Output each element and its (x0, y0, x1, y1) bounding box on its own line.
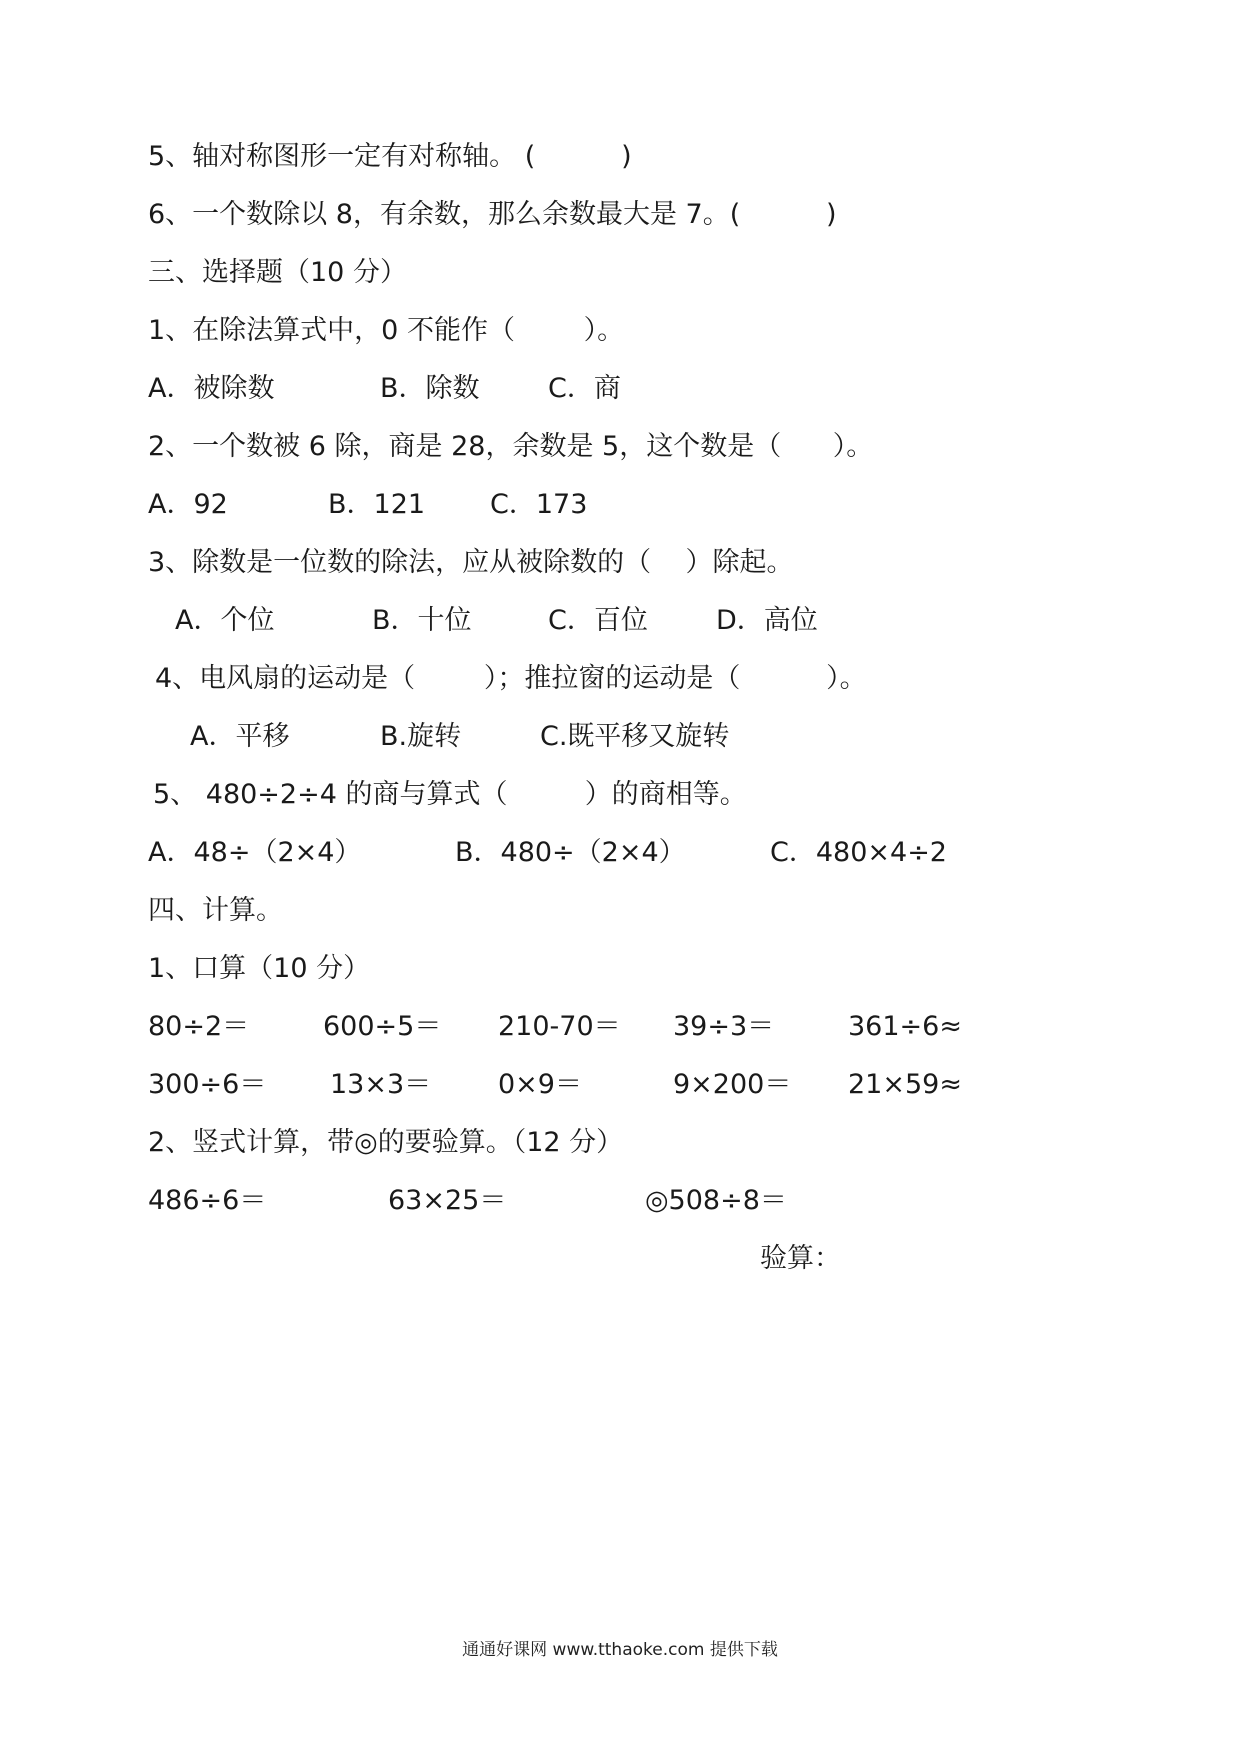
choice-question-5: 5、 480÷2÷4 的商与算式（ ）的商相等。 (153, 779, 747, 810)
choice-q3-option-a: A．个位 (175, 605, 275, 636)
choice-question-3: 3、除数是一位数的除法，应从被除数的（ ）除起。 (148, 547, 794, 578)
choice-q1-option-b: B．除数 (380, 373, 480, 404)
choice-q4-option-c: C.既平移又旋转 (540, 721, 730, 752)
judgement-question-5: 5、轴对称图形一定有对称轴。 ( ) (148, 141, 632, 172)
vertical-calc-item: ◎508÷8＝ (645, 1185, 787, 1216)
choice-question-4: 4、电风扇的运动是（ ）；推拉窗的运动是（ ）。 (155, 663, 867, 694)
choice-q3-option-b: B．十位 (372, 605, 472, 636)
choice-q4-option-a: A．平移 (190, 721, 290, 752)
choice-q2-option-a: A．92 (148, 489, 228, 520)
judgement-question-6: 6、一个数除以 8，有余数，那么余数最大是 7。( ) (148, 199, 837, 230)
oral-calc-item: 13×3＝ (330, 1069, 432, 1100)
choice-q5-option-a: A．48÷（2×4） (148, 837, 362, 868)
choice-q2-option-b: B．121 (328, 489, 426, 520)
oral-calc-item: 21×59≈ (848, 1069, 962, 1100)
choice-q3-option-d: D．高位 (716, 605, 818, 636)
choice-q5-option-c: C．480×4÷2 (770, 837, 947, 868)
oral-calc-item: 361÷6≈ (848, 1011, 962, 1042)
choice-q3-option-c: C．百位 (548, 605, 648, 636)
footer-credit: 通通好课网 www.tthaoke.com 提供下载 (462, 1640, 778, 1660)
section-heading-choice: 三、选择题（10 分） (148, 257, 407, 288)
oral-calc-item: 80÷2＝ (148, 1011, 250, 1042)
oral-calc-item: 300÷6＝ (148, 1069, 267, 1100)
oral-calc-item: 0×9＝ (498, 1069, 582, 1100)
choice-question-1: 1、在除法算式中，0 不能作（ ）。 (148, 315, 625, 346)
oral-calc-item: 9×200＝ (673, 1069, 792, 1100)
choice-q1-option-c: C．商 (548, 373, 621, 404)
vertical-calc-item: 63×25＝ (388, 1185, 507, 1216)
choice-q2-option-c: C．173 (490, 489, 588, 520)
section-heading-calc: 四、计算。 (148, 895, 283, 926)
choice-q1-option-a: A．被除数 (148, 373, 275, 404)
oral-calc-item: 210-70＝ (498, 1011, 621, 1042)
choice-question-2: 2、一个数被 6 除，商是 28，余数是 5，这个数是（ ）。 (148, 431, 874, 462)
choice-q4-option-b: B.旋转 (380, 721, 462, 752)
oral-calc-item: 600÷5＝ (323, 1011, 442, 1042)
choice-q5-option-b: B．480÷（2×4） (455, 837, 686, 868)
check-label: 验算： (760, 1243, 841, 1274)
vertical-calc-heading: 2、竖式计算，带◎的要验算。（12 分） (148, 1127, 624, 1158)
oral-calc-heading: 1、口算（10 分） (148, 953, 371, 984)
oral-calc-item: 39÷3＝ (673, 1011, 775, 1042)
vertical-calc-item: 486÷6＝ (148, 1185, 267, 1216)
